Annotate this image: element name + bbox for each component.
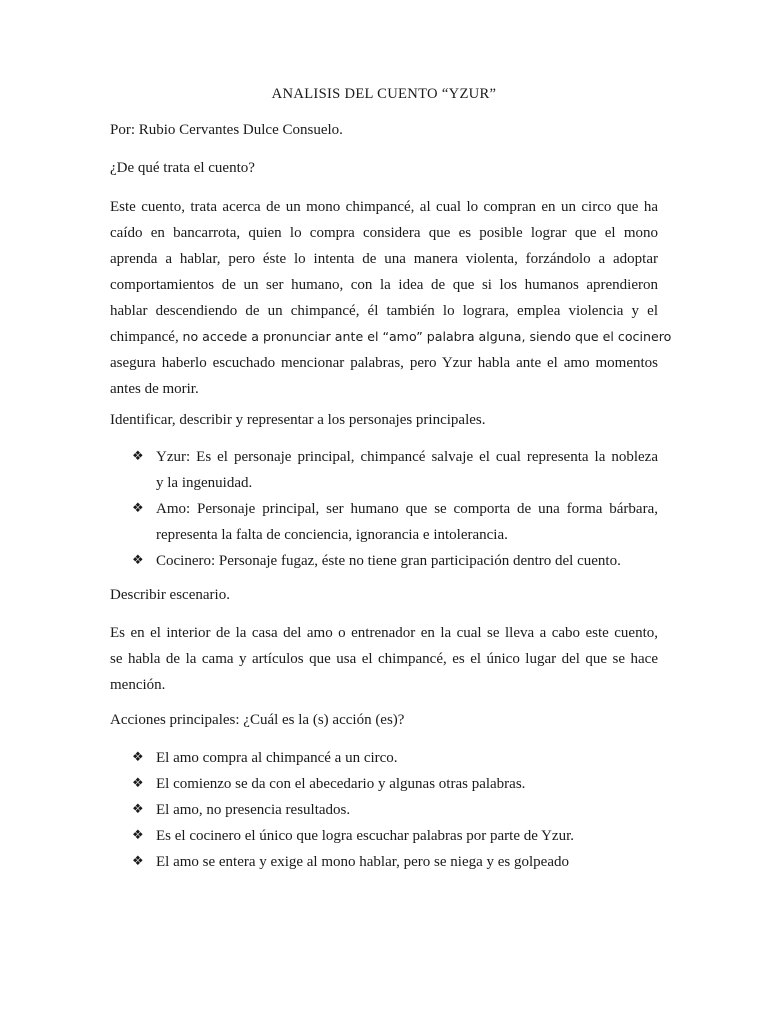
diamond-bullet-icon: ❖ — [132, 449, 144, 464]
list-item: ❖ El amo compra al chimpancé a un circo. — [130, 745, 658, 771]
story-summary-paragraph: Este cuento, trata acerca de un mono chimpancé, al cual lo compran en un circo que ha caído en bancarrota, quien lo compra considera que es posible lograr que el mono aprenda a hablar, pero éste lo intenta de una manera violenta, forzándolo a adoptar comportamientos de un ser humano, con la idea de que si los humanos aprendieron hablar descendiendo de un chimpancé, él también lo lograra, emplea violencia y el chimpancé, no accede a pronunciar ante el “amo” palabra alguna, siendo que el cocinero asegura haberlo escuchado mencionar palabras, pero Yzur habla ante el amo momentos antes de morir. — [110, 199, 672, 397]
list-item: ❖ El amo se entera y exige al mono hablar, pero se niega y es golpeado — [130, 849, 658, 875]
list-item: ❖ El comienzo se da con el abecedario y algunas otras palabras. — [130, 771, 658, 797]
list-item: ❖ Amo: Personaje principal, ser humano que se comporta de una forma bárbara, representa la falta de conciencia, ignorancia e intolerancia. — [130, 496, 658, 548]
document-title: ANALISIS DEL CUENTO “YZUR” — [271, 86, 497, 102]
question-story-topic: ¿De qué trata el cuento? — [110, 160, 255, 176]
list-item: ❖ Es el cocinero el único que logra escuchar palabras por parte de Yzur. — [130, 823, 658, 849]
actions-list — [130, 745, 658, 875]
diamond-bullet-icon: ❖ — [132, 776, 144, 791]
list-item: ❖ El amo, no presencia resultados. — [130, 797, 658, 823]
diamond-bullet-icon: ❖ — [132, 854, 144, 869]
question-main-actions: Acciones principales: ¿Cuál es la (s) acción (es)? — [110, 712, 405, 728]
author-line: Por: Rubio Cervantes Dulce Consuelo. — [110, 122, 343, 138]
summary-mixed-font-line: chimpancé, no accede a pronunciar ante el “amo” palabra alguna, siendo que el cocinero — [110, 329, 672, 345]
question-main-characters: Identificar, describir y representar a los personajes principales. — [110, 412, 486, 428]
question-setting: Describir escenario. — [110, 587, 230, 603]
diamond-bullet-icon: ❖ — [132, 828, 144, 843]
diamond-bullet-icon: ❖ — [132, 501, 144, 516]
diamond-bullet-icon: ❖ — [132, 750, 144, 765]
setting-paragraph: Es en el interior de la casa del amo o entrenador en la cual se lleva a cabo este cuento, se habla de la cama y artículos que usa el chimpancé, es el único lugar del que se hace mención. — [110, 625, 658, 693]
diamond-bullet-icon: ❖ — [132, 553, 144, 568]
characters-list — [130, 444, 658, 574]
diamond-bullet-icon: ❖ — [132, 802, 144, 817]
list-item: ❖ Cocinero: Personaje fugaz, éste no tiene gran participación dentro del cuento. — [130, 548, 658, 574]
list-item: ❖ Yzur: Es el personaje principal, chimpancé salvaje el cual representa la nobleza y la ingenuidad. — [130, 444, 658, 496]
